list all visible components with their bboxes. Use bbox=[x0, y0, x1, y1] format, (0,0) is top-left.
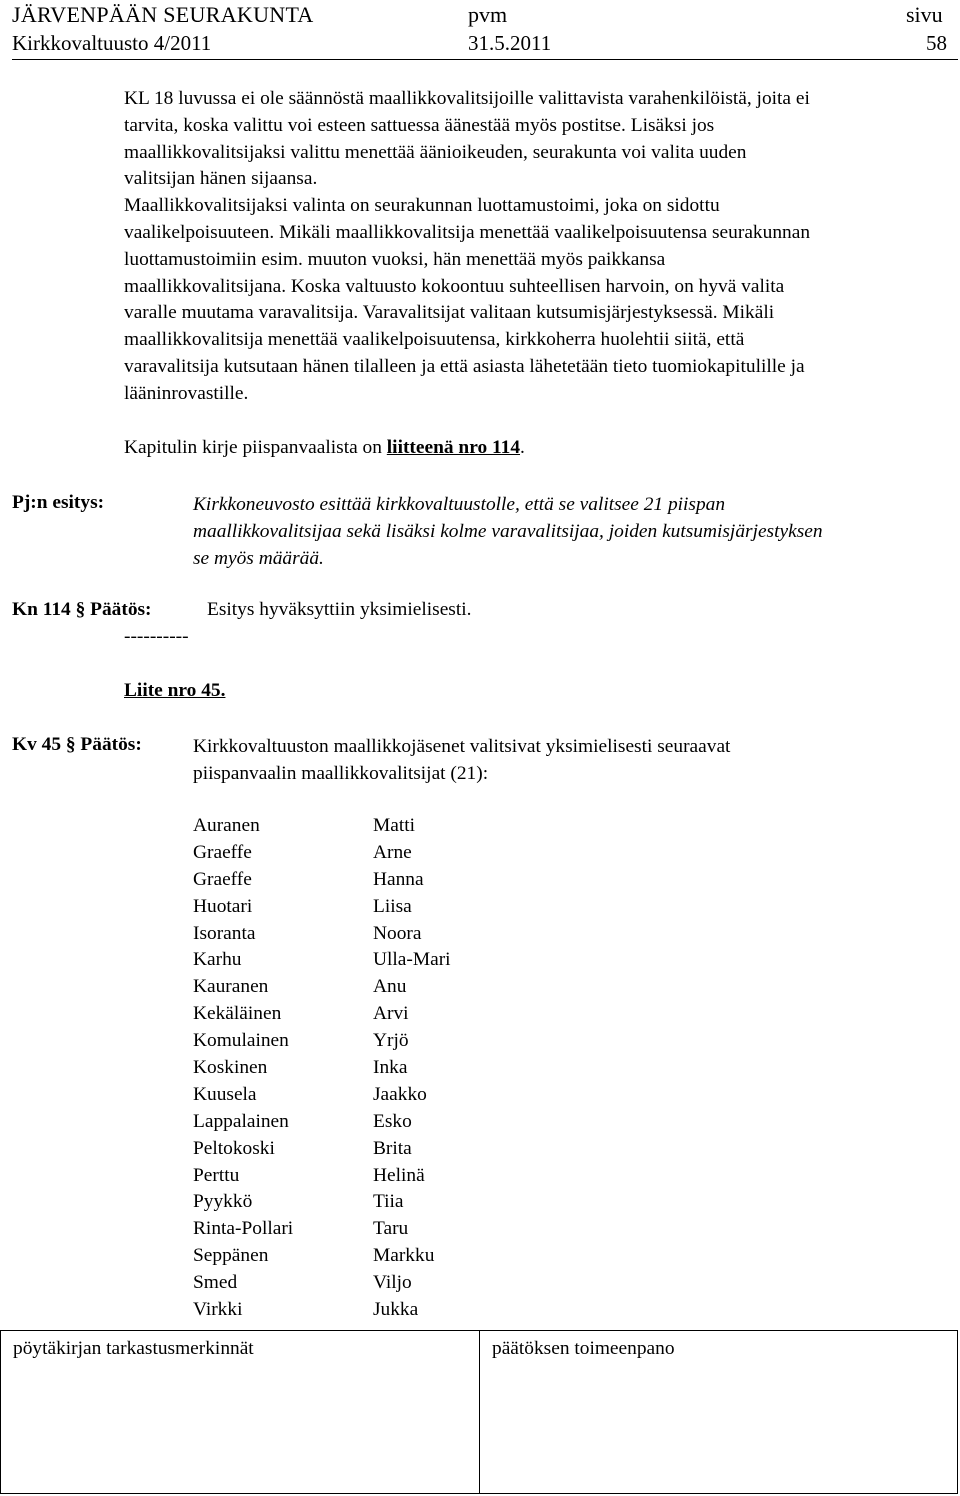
elector-first-name: Arvi bbox=[373, 1003, 409, 1025]
elector-first-name: Taru bbox=[373, 1218, 409, 1240]
elector-last-name: Kekäläinen bbox=[193, 1003, 282, 1025]
header-divider bbox=[12, 59, 958, 60]
elector-last-name: Koskinen bbox=[193, 1057, 268, 1079]
list-item bbox=[193, 1028, 451, 1055]
list-item bbox=[193, 1082, 451, 1109]
elector-last-name: Rinta-Pollari bbox=[193, 1218, 294, 1240]
elector-first-name: Ulla-Mari bbox=[373, 949, 451, 971]
elector-last-name: Smed bbox=[193, 1272, 238, 1294]
kv-line: Kirkkovaltuuston maallikkojäsenet valitsivat yksimielisesti seuraavat bbox=[193, 736, 731, 757]
kn-decision-text: Esitys hyväksyttiin yksimielisesti. bbox=[207, 599, 472, 620]
list-item bbox=[193, 867, 451, 894]
proposal-line: Kirkkoneuvosto esittää kirkkovaltuustolle, että se valitsee 21 piispan bbox=[193, 494, 726, 515]
elector-last-name: Peltokoski bbox=[193, 1137, 275, 1159]
list-item bbox=[193, 813, 451, 840]
elector-last-name: Komulainen bbox=[193, 1030, 289, 1052]
list-item bbox=[193, 1001, 451, 1028]
list-item bbox=[193, 1136, 451, 1163]
list-item bbox=[193, 840, 451, 867]
elector-last-name: Lappalainen bbox=[193, 1110, 289, 1132]
list-item bbox=[193, 1216, 451, 1243]
body-line: KL 18 luvussa ei ole säännöstä maallikkovalitsijoille valittavista varahenkilöistä, joita ei bbox=[124, 88, 810, 109]
letter-text: Kapitulin kirje piispanvaalista on bbox=[124, 437, 387, 458]
elector-first-name: Hanna bbox=[373, 868, 424, 890]
body-line: lääninrovastille. bbox=[124, 382, 249, 404]
elector-last-name: Graeffe bbox=[193, 868, 252, 890]
elector-first-name: Arne bbox=[373, 841, 412, 863]
list-item bbox=[193, 974, 451, 1001]
footer-divider bbox=[479, 1331, 480, 1493]
kv-decision-label: Kv 45 § Päätös: bbox=[12, 734, 142, 755]
list-item bbox=[193, 921, 451, 948]
list-item bbox=[193, 947, 451, 974]
elector-first-name: Yrjö bbox=[373, 1030, 409, 1052]
elector-last-name: Auranen bbox=[193, 815, 260, 836]
list-item bbox=[193, 1055, 451, 1082]
elector-last-name: Virkki bbox=[193, 1299, 243, 1321]
body-line: tarvita, koska valittu voi esteen sattuessa äänestää myös postitse. Lisäksi jos bbox=[124, 114, 715, 136]
elector-last-name: Karhu bbox=[193, 949, 242, 971]
attachment-link[interactable]: liitteenä nro 114 bbox=[386, 437, 521, 458]
electors-list bbox=[193, 813, 451, 1324]
page-label: sivu bbox=[906, 2, 943, 27]
elector-last-name: Graeffe bbox=[193, 841, 252, 863]
review-marks-label: pöytäkirjan tarkastusmerkinnät bbox=[13, 1338, 254, 1359]
elector-last-name: Kuusela bbox=[193, 1083, 257, 1105]
proposal-label: Pj:n esitys: bbox=[12, 492, 105, 513]
list-item bbox=[193, 1163, 451, 1190]
organization-name: JÄRVENPÄÄN SEURAKUNTA bbox=[12, 2, 314, 27]
body-line: luottamustoimiin esim. muuton vuoksi, hän menettää myös paikkansa bbox=[124, 248, 666, 270]
body-line: maallikkovalitsijaksi valittu menettää äänioikeuden, seurakunta voi valita uuden bbox=[124, 141, 747, 163]
date-label: pvm bbox=[468, 2, 508, 27]
elector-last-name: Kauranen bbox=[193, 976, 269, 998]
footer-box bbox=[0, 1330, 958, 1494]
body-paragraph bbox=[124, 86, 960, 408]
attachment-number: Liite nro 45. bbox=[124, 680, 226, 701]
body-line: vaalikelpoisuuteen. Mikäli maallikkovalitsija menettää vaalikelpoisuutensa seurakunnan bbox=[124, 221, 811, 243]
elector-last-name: Isoranta bbox=[193, 922, 256, 944]
letter-end: . bbox=[520, 437, 525, 458]
separator-dashes: ---------- bbox=[124, 626, 189, 647]
elector-first-name: Anu bbox=[373, 976, 407, 998]
kv-line: piispanvaalin maallikkovalitsijat (21): bbox=[193, 762, 489, 784]
kv-decision-text bbox=[193, 734, 730, 788]
elector-first-name: Jukka bbox=[373, 1299, 419, 1321]
list-item bbox=[193, 1189, 451, 1216]
decision-execution-label: päätöksen toimeenpano bbox=[492, 1338, 675, 1359]
list-item bbox=[193, 1109, 451, 1136]
elector-first-name: Helinä bbox=[373, 1164, 425, 1186]
elector-last-name: Huotari bbox=[193, 895, 253, 917]
elector-last-name: Perttu bbox=[193, 1164, 240, 1186]
elector-first-name: Viljo bbox=[373, 1272, 412, 1294]
body-line: Maallikkovalitsijaksi valinta on seurakunnan luottamustoimi, joka on sidottu bbox=[124, 195, 720, 217]
meeting-name: Kirkkovaltuusto 4/2011 bbox=[12, 31, 212, 55]
list-item bbox=[193, 1270, 451, 1297]
elector-first-name: Tiia bbox=[373, 1191, 404, 1213]
elector-first-name: Matti bbox=[373, 815, 416, 836]
body-line: valitsijan hänen sijaansa. bbox=[124, 168, 318, 190]
elector-last-name: Pyykkö bbox=[193, 1191, 253, 1213]
elector-first-name: Brita bbox=[373, 1137, 412, 1159]
list-item bbox=[193, 1297, 451, 1324]
elector-first-name: Jaakko bbox=[373, 1083, 427, 1105]
elector-first-name: Noora bbox=[373, 922, 422, 944]
letter-reference bbox=[124, 437, 525, 459]
elector-first-name: Esko bbox=[373, 1110, 412, 1132]
proposal-line: maallikkovalitsijaa sekä lisäksi kolme varavalitsijaa, joiden kutsumisjärjestyksen bbox=[193, 520, 823, 542]
elector-first-name: Inka bbox=[373, 1057, 408, 1079]
list-item bbox=[193, 894, 451, 921]
body-line: varavalitsija kutsutaan hänen tilalleen ja että asiasta lähetetään tieto tuomiokapitulille ja bbox=[124, 355, 805, 377]
elector-first-name: Liisa bbox=[373, 895, 412, 917]
elector-first-name: Markku bbox=[373, 1245, 435, 1267]
proposal-line: se myös määrää. bbox=[193, 547, 324, 569]
page-number: 58 bbox=[926, 31, 947, 55]
meeting-date: 31.5.2011 bbox=[468, 31, 552, 55]
body-line: maallikkovalitsija menettää vaalikelpoisuutensa, kirkkoherra huolehtii siitä, että bbox=[124, 329, 745, 351]
elector-last-name: Seppänen bbox=[193, 1245, 269, 1267]
proposal-text bbox=[193, 492, 960, 572]
list-item bbox=[193, 1243, 451, 1270]
body-line: varalle muutama varavalitsija. Varavalitsijat valitaan kutsumisjärjestyksessä. Mikäli bbox=[124, 302, 775, 324]
kn-decision-label: Kn 114 § Päätös: bbox=[12, 599, 152, 620]
body-line: maallikkovalitsijana. Koska valtuusto kokoontuu suhteellisen harvoin, on hyvä valita bbox=[124, 275, 785, 297]
